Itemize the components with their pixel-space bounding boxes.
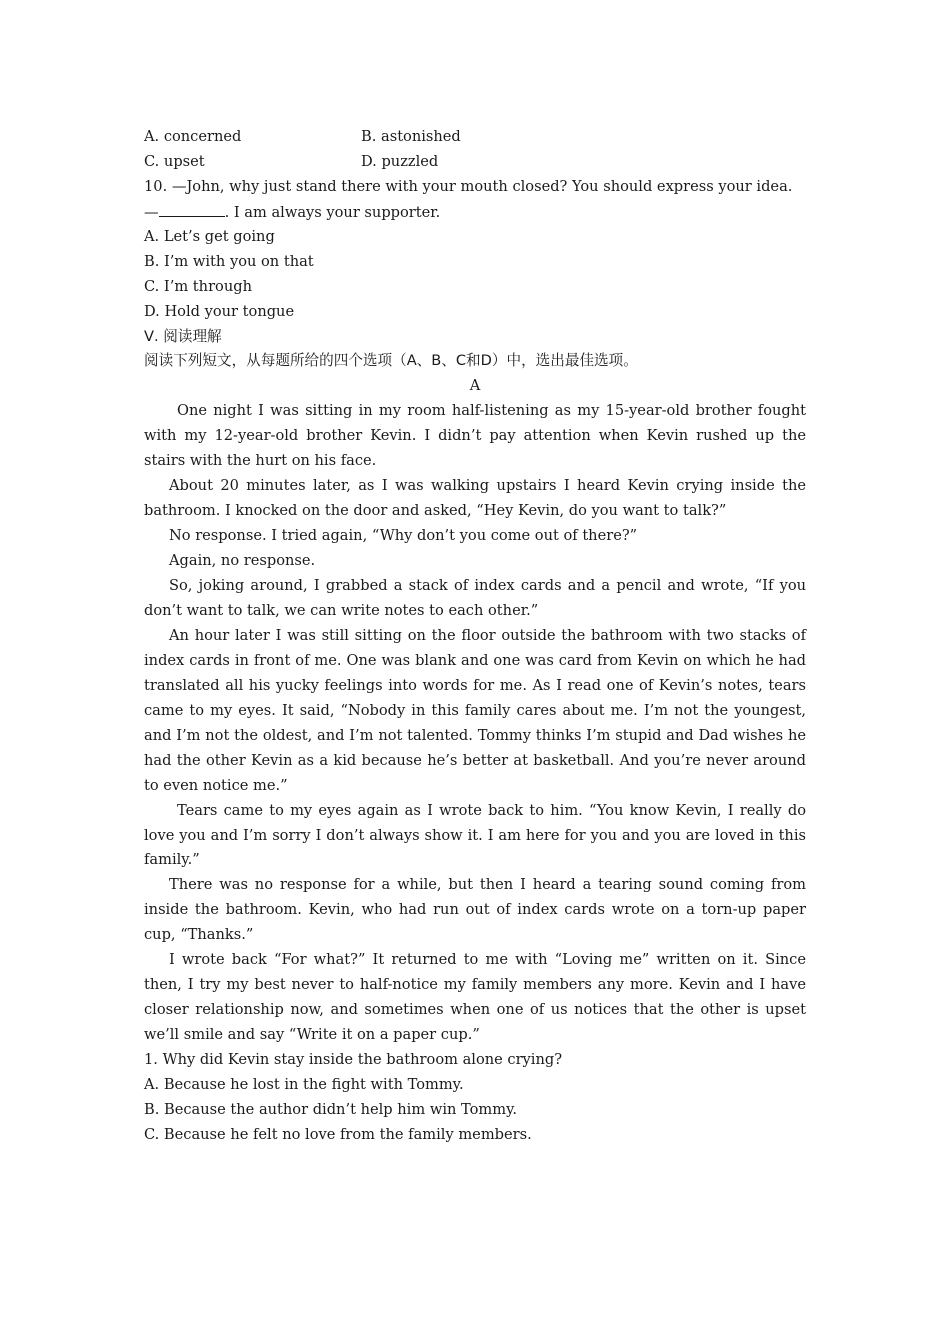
q10-option-c: C. I’m through: [144, 277, 252, 295]
q9-option-b: B. astonished: [361, 128, 461, 145]
q10-option-d: D. Hold your tongue: [144, 302, 295, 320]
q9-options-row-1: [144, 125, 806, 150]
question-1-option-c: C. Because he felt no love from the family members.: [144, 1125, 532, 1143]
q10-option-a: A. Let’s get going: [144, 227, 275, 245]
passage-label: A: [469, 377, 481, 395]
passage-paragraph-1: One night I was sitting in my room half-listening as my 15-year-old brother fought with my 12-year-old brother Kevin. I didn’t pay attention when Kevin rushed up the stairs with the hurt on his face.: [144, 402, 806, 470]
passage-paragraph-2: About 20 minutes later, as I was walking upstairs I heard Kevin crying inside the bathroom. I knocked on the door and asked, “Hey Kevin, do you want to talk?”: [144, 477, 806, 520]
q10-reply: [144, 200, 806, 225]
passage-paragraph-9: I wrote back “For what?” It returned to me with “Loving me” written on it. Since then, I try my best never to half-notice my family members any more. Kevin and I have closer relationship now, and sometimes when one of us notices that the other is upset we’ll smile and say “Write it on a paper cup.”: [144, 951, 806, 1044]
question-1-option-b: B. Because the author didn’t help him win Tommy.: [144, 1100, 518, 1118]
q9-option-d: D. puzzled: [361, 152, 439, 170]
section-instruction: 阅读下列短文，从每题所给的四个选项（A、B、C和D）中，选出最佳选项。: [144, 352, 638, 370]
passage-paragraph-7: Tears came to my eyes again as I wrote back to him. “You know Kevin, I really do love you and I’m sorry I don’t always show it. I am here for you and you are loved in this family.”: [144, 801, 806, 869]
passage-paragraph-3: No response. I tried again, “Why don’t you come out of there?”: [169, 527, 638, 545]
q10-answer-blank: [159, 200, 225, 217]
q9-option-c: C. upset: [144, 152, 205, 170]
document-page: [144, 125, 806, 1148]
q9-option-a: A. concerned: [144, 128, 242, 145]
passage-paragraph-4: Again, no response.: [169, 552, 316, 570]
section-heading: Ⅴ. 阅读理解: [144, 327, 222, 345]
question-1-option-a: A. Because he lost in the fight with Tommy.: [144, 1076, 464, 1094]
q10-stem: 10. —John, why just stand there with your mouth closed? You should express your idea.: [144, 177, 793, 195]
passage-paragraph-6: An hour later I was still sitting on the floor outside the bathroom with two stacks of index cards in front of me. One was blank and one was card from Kevin on which he had translated all his yucky feelings into words for me. As I read one of Kevin’s notes, tears came to my eyes. It said, “Nobody in this family cares about me. I’m not the youngest, and I’m not the oldest, and I’m not talented. Tommy thinks I’m stupid and Dad wishes he had the other Kevin as a kid because he’s better at basketball. And you’re never around to even notice me.”: [144, 626, 806, 794]
passage-paragraph-5: So, joking around, I grabbed a stack of index cards and a pencil and wrote, “If you don’t want to talk, we can write notes to each other.”: [144, 577, 806, 619]
question-1-stem: 1. Why did Kevin stay inside the bathroom alone crying?: [144, 1051, 563, 1069]
q10-reply-dash: —: [144, 203, 159, 221]
q10-reply-rest: . I am always your supporter.: [224, 203, 441, 221]
q9-options-row-2: [144, 150, 806, 175]
passage-paragraph-8: There was no response for a while, but then I heard a tearing sound coming from inside the bathroom. Kevin, who had run out of index cards wrote on a torn-up paper cup, “Thanks.”: [144, 876, 806, 944]
q10-option-b: B. I’m with you on that: [144, 252, 314, 270]
